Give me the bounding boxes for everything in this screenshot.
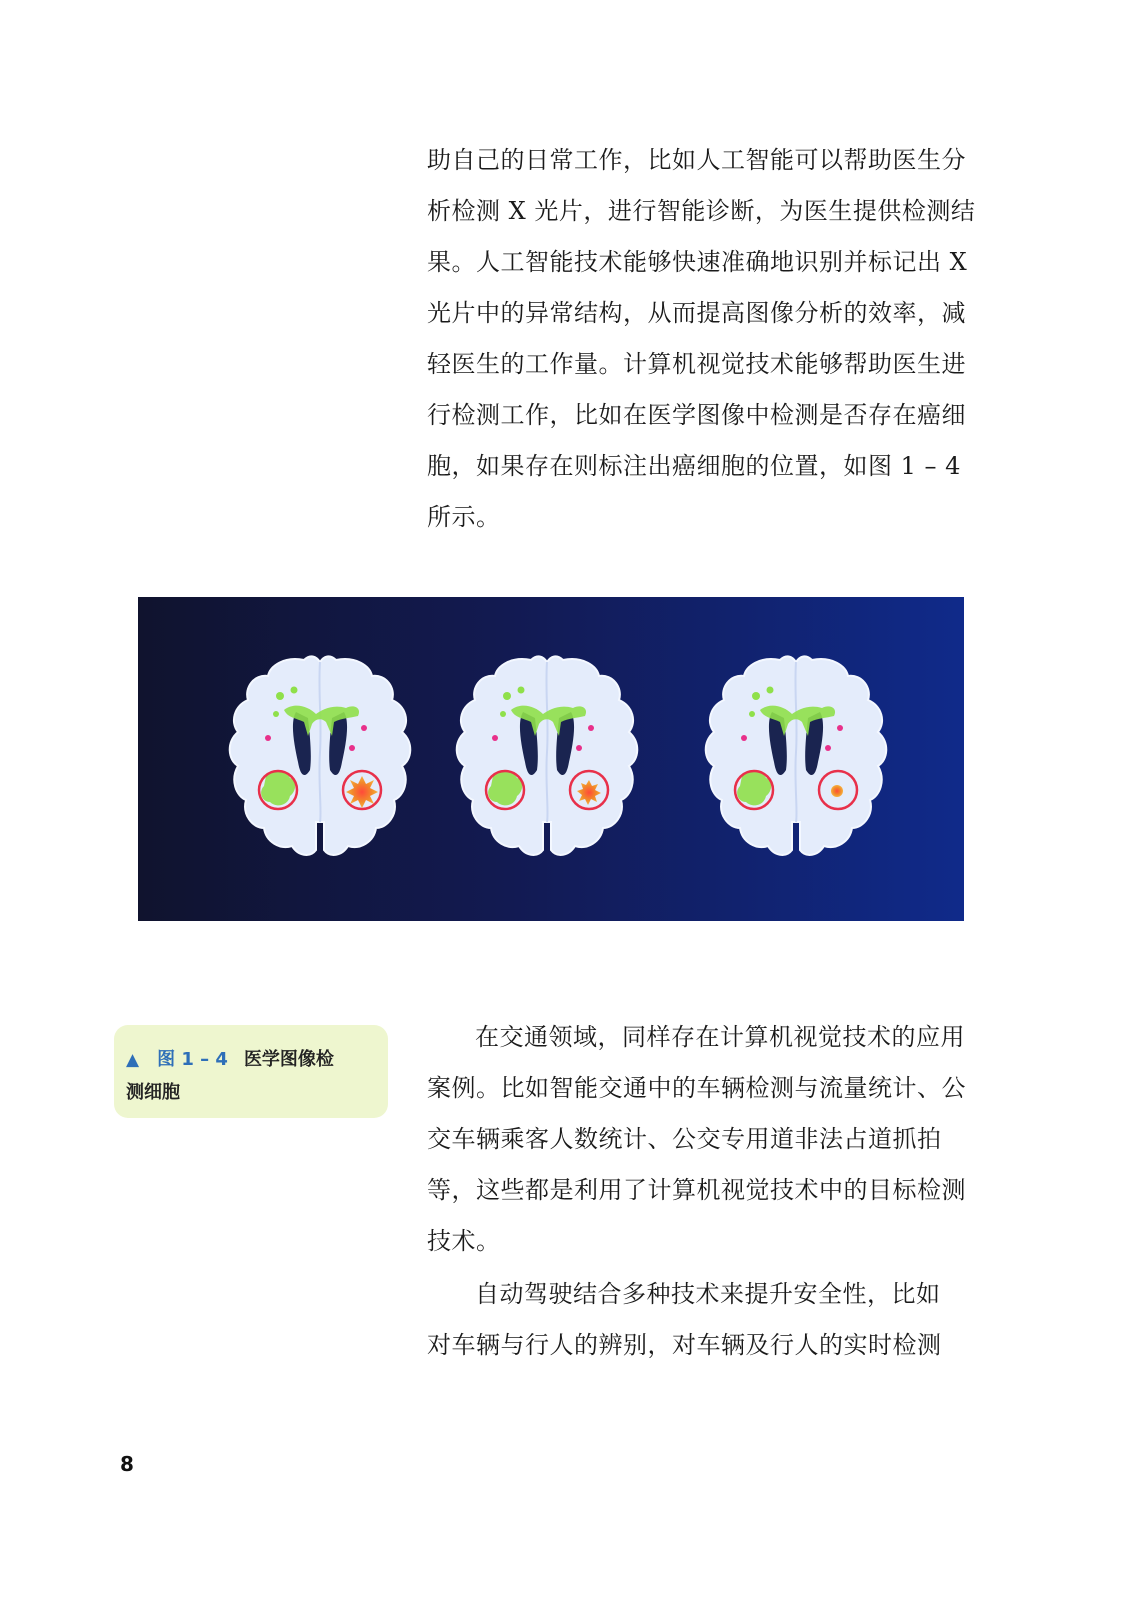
figure-caption — [114, 1025, 388, 1118]
paragraph-line: 助自己的日常工作，比如人工智能可以帮助医生分 — [427, 146, 966, 174]
body-paragraph-1 — [427, 135, 979, 543]
triangle-up-icon: ▲ — [126, 1050, 140, 1070]
caption-title-part-2: 测细胞 — [126, 1082, 180, 1103]
brain-panel-2 — [457, 656, 638, 855]
brain-scan-figure — [138, 597, 964, 921]
caption-figure-number: 图 1 – 4 — [157, 1049, 228, 1070]
paragraph-line: 所示。 — [427, 503, 501, 531]
paragraph-line: 胞，如果存在则标注出癌细胞的位置，如图 1 – 4 — [427, 452, 961, 480]
brain-panel-3 — [706, 656, 887, 855]
paragraph-line: 果。人工智能技术能够快速准确地识别并标记出 X — [427, 248, 968, 276]
lesion-marker — [346, 776, 378, 808]
body-paragraph-3 — [427, 1269, 979, 1371]
paragraph-line: 交车辆乘客人数统计、公交专用道非法占道抓拍 — [427, 1125, 942, 1153]
brain-scan-illustration — [138, 597, 964, 921]
page-number: 8 — [120, 1452, 134, 1476]
paragraph-line: 析检测 X 光片，进行智能诊断，为医生提供检测结 — [427, 197, 976, 225]
paragraph-line: 等，这些都是利用了计算机视觉技术中的目标检测 — [427, 1176, 966, 1204]
paragraph-line: 轻医生的工作量。计算机视觉技术能够帮助医生进 — [427, 350, 966, 378]
paragraph-line: 技术。 — [427, 1227, 501, 1255]
paragraph-line: 行检测工作，比如在医学图像中检测是否存在癌细 — [427, 401, 966, 429]
paragraph-line: 案例。比如智能交通中的车辆检测与流量统计、公 — [427, 1074, 966, 1102]
paragraph-line: 自动驾驶结合多种技术来提升安全性，比如 — [475, 1280, 941, 1308]
body-paragraph-2 — [427, 1012, 979, 1267]
paragraph-line: 光片中的异常结构，从而提高图像分析的效率，减 — [427, 299, 966, 327]
caption-title-part-1: 医学图像检 — [243, 1049, 334, 1070]
paragraph-line: 在交通领域，同样存在计算机视觉技术的应用 — [475, 1023, 965, 1051]
paragraph-line: 对车辆与行人的辨别，对车辆及行人的实时检测 — [427, 1331, 942, 1359]
caption-line-1 — [126, 1044, 334, 1076]
lesion-marker — [831, 785, 843, 797]
brain-panel-1 — [230, 656, 411, 855]
